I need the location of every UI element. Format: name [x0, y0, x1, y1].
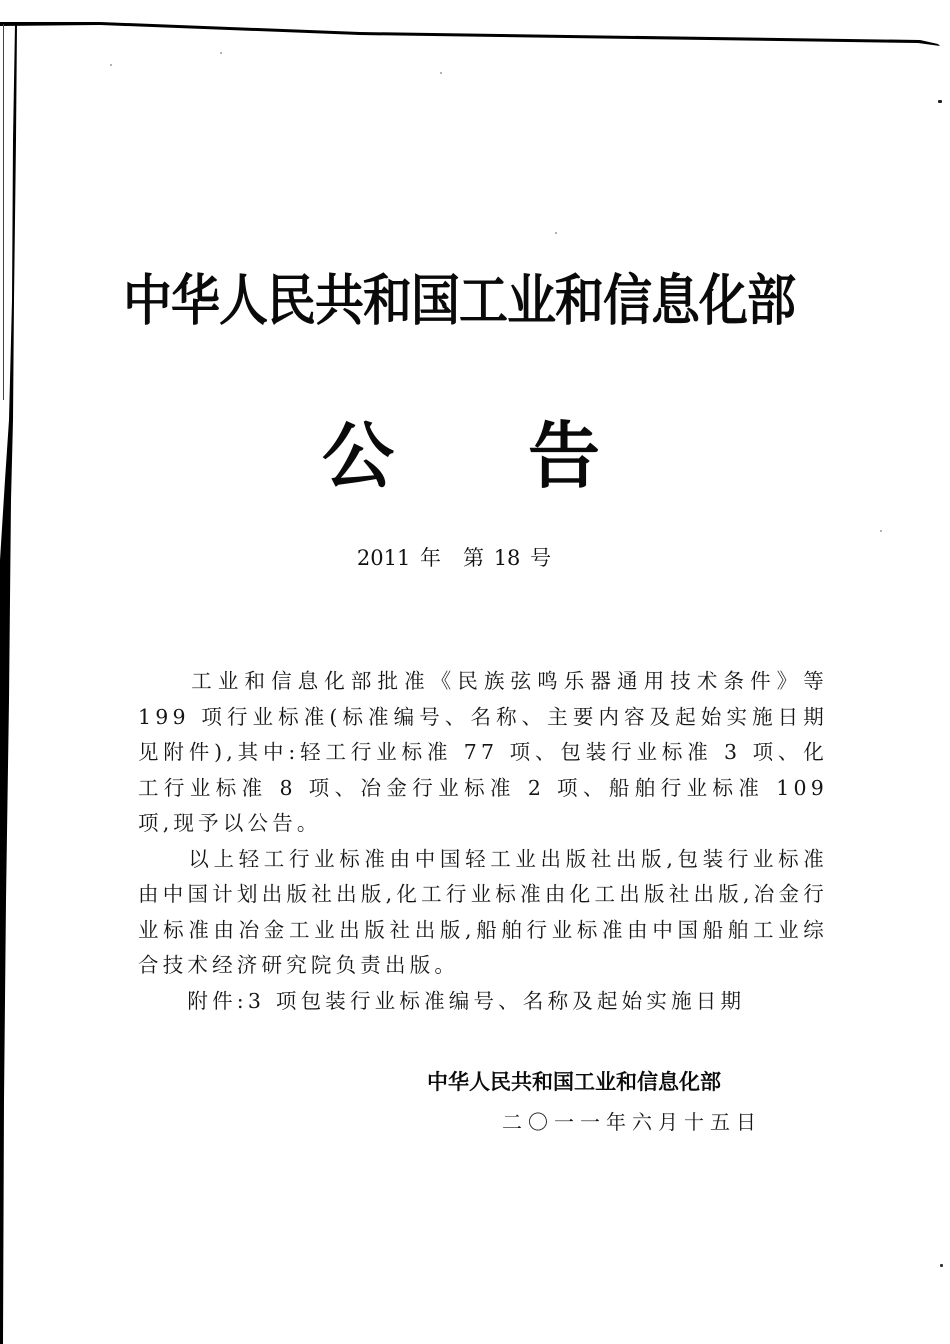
body-paragraph-publishers [138, 842, 828, 984]
announcement-body [138, 664, 828, 1019]
document-type-char-1: 公 [322, 413, 395, 498]
issuing-organization-title: 中华人民共和国工业和信息化部 [122, 269, 795, 333]
document-year: 2011 年 [356, 546, 442, 570]
document-issue-number: 第 18 号 [463, 546, 552, 570]
document-type-heading [0, 398, 950, 498]
paragraph-text: 附件:3 项包装行业标准编号、名称及起始实施日期 [187, 988, 746, 1013]
signature-block [427, 1066, 787, 1135]
scan-speck [555, 232, 557, 234]
scan-speck [940, 1264, 943, 1267]
scan-speck [220, 52, 222, 54]
scan-left-edge [0, 0, 24, 1344]
body-paragraph-attachment [138, 984, 828, 1020]
paragraph-text: 以上轻工行业标准由中国轻工业出版社出版,包装行业标准由中国计划出版社出版,化工行业标准由化工出版社出版,冶金行业标准由冶金工业出版社出版,船舶行业标准由中国船舶工业综合技术经济研究院负责出版。 [138, 846, 829, 977]
signature-organization: 中华人民共和国工业和信息化部 [427, 1070, 721, 1094]
scan-top-edge [0, 18, 950, 48]
body-paragraph-approval [138, 664, 828, 842]
scan-speck [880, 530, 882, 532]
paragraph-text: 工业和信息化部批准《民族弦鸣乐器通用技术条件》等 199 项行业标准(标准编号、名称、主要内容及起始实施日期见附件),其中:轻工行业标准 77 项、包装行业标准 3 项、化工行业标准 8 项、冶金行业标准 2 项、船舶行业标准 109 项,现予以公告。 [138, 669, 828, 835]
document-type-char-2: 告 [528, 413, 601, 498]
scan-speck [938, 100, 942, 103]
scan-speck [440, 72, 442, 74]
document-number [0, 542, 929, 572]
scan-speck [110, 64, 112, 66]
signature-date: 二〇一一年六月十五日 [502, 1110, 762, 1134]
